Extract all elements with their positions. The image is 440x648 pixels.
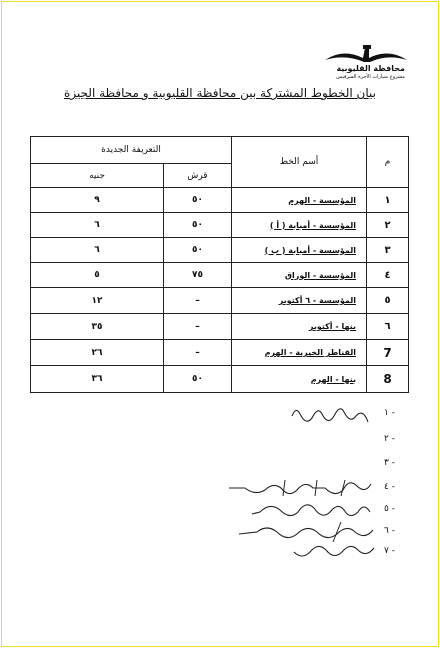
header-num: م (367, 137, 409, 188)
row-pound: ٢٦ (31, 340, 164, 366)
row-qirsh: – (164, 288, 232, 314)
row-qirsh: ٥٠ (164, 238, 232, 263)
table-row (31, 188, 409, 213)
row-pound: ٣٦ (31, 366, 164, 393)
row-qirsh: ٧٥ (164, 263, 232, 288)
row-pound: ٩ (31, 188, 164, 213)
signature-row (245, 504, 395, 518)
row-line-name: المؤسسة - الهرم (232, 188, 367, 213)
signature-row (365, 434, 395, 448)
row-line-name: بنها - أكتوبر (232, 314, 367, 340)
signature-row (220, 482, 395, 496)
header-new-tariff: التعريفة الجديدة (31, 137, 232, 164)
logo-emblem-icon (323, 44, 409, 66)
handwritten-signature-icon (292, 540, 377, 562)
signature-number: ٥ - (384, 504, 395, 514)
row-pound: ٣٥ (31, 314, 164, 340)
row-qirsh: ٥٠ (164, 213, 232, 238)
logo-text-project: مشروع سيارات الأجرة السرفيس (336, 74, 405, 80)
row-line-name: المؤسسة - أمبابة ( أ ) (232, 213, 367, 238)
row-num: ٥ (367, 288, 409, 314)
handwritten-signature-icon (288, 402, 373, 430)
signature-number: ٦ - (384, 526, 395, 536)
signature-number: ٤ - (384, 482, 395, 492)
handwritten-signature-icon (250, 498, 375, 522)
row-qirsh: ٥٠ (164, 366, 232, 393)
table-row (31, 288, 409, 314)
row-num: 7 (367, 340, 409, 366)
row-line-name: بنها - الهرم (232, 366, 367, 393)
document-title: بيان الخطوط المشتركة بين محافظة القليوبية و محافظة الجيزة (64, 86, 376, 100)
signature-number: ١ - (384, 408, 395, 418)
signature-row (285, 546, 395, 560)
logo-text-governorate: محافظة القليوبية (336, 64, 405, 73)
row-pound: ٥ (31, 263, 164, 288)
row-line-name: القناطر الخيرية - الهرم (232, 340, 367, 366)
row-num: ٣ (367, 238, 409, 263)
row-line-name: المؤسسة - الوراق (232, 263, 367, 288)
row-qirsh: – (164, 314, 232, 340)
table-row (31, 213, 409, 238)
signature-list (220, 404, 395, 564)
row-line-name: المؤسسة - أمبابة ( ب ) (232, 238, 367, 263)
table-row (31, 366, 409, 393)
table-row (31, 238, 409, 263)
signature-number: ٣ - (384, 458, 395, 468)
row-num: ٢ (367, 213, 409, 238)
row-pound: ٦ (31, 238, 164, 263)
table-row (31, 314, 409, 340)
header-line-name: أسم الخط (232, 137, 367, 188)
table-row (31, 263, 409, 288)
row-num: ٦ (367, 314, 409, 340)
row-qirsh: – (164, 340, 232, 366)
row-pound: ٦ (31, 213, 164, 238)
signature-row (365, 458, 395, 472)
table-row (31, 340, 409, 366)
signature-number: ٢ - (384, 434, 395, 444)
signature-number: ٧ - (384, 546, 395, 556)
logo (323, 44, 409, 84)
row-pound: ١٢ (31, 288, 164, 314)
signature-row (285, 408, 395, 422)
header-pound: جنيه (31, 164, 164, 188)
header-qirsh: قرش (164, 164, 232, 188)
row-qirsh: ٥٠ (164, 188, 232, 213)
row-num: ١ (367, 188, 409, 213)
signature-row (235, 526, 395, 540)
routes-table (30, 136, 409, 393)
row-num: 8 (367, 366, 409, 393)
handwritten-signature-icon (225, 476, 375, 500)
row-line-name: المؤسسة - ٦ أكتوبر (232, 288, 367, 314)
row-num: ٤ (367, 263, 409, 288)
